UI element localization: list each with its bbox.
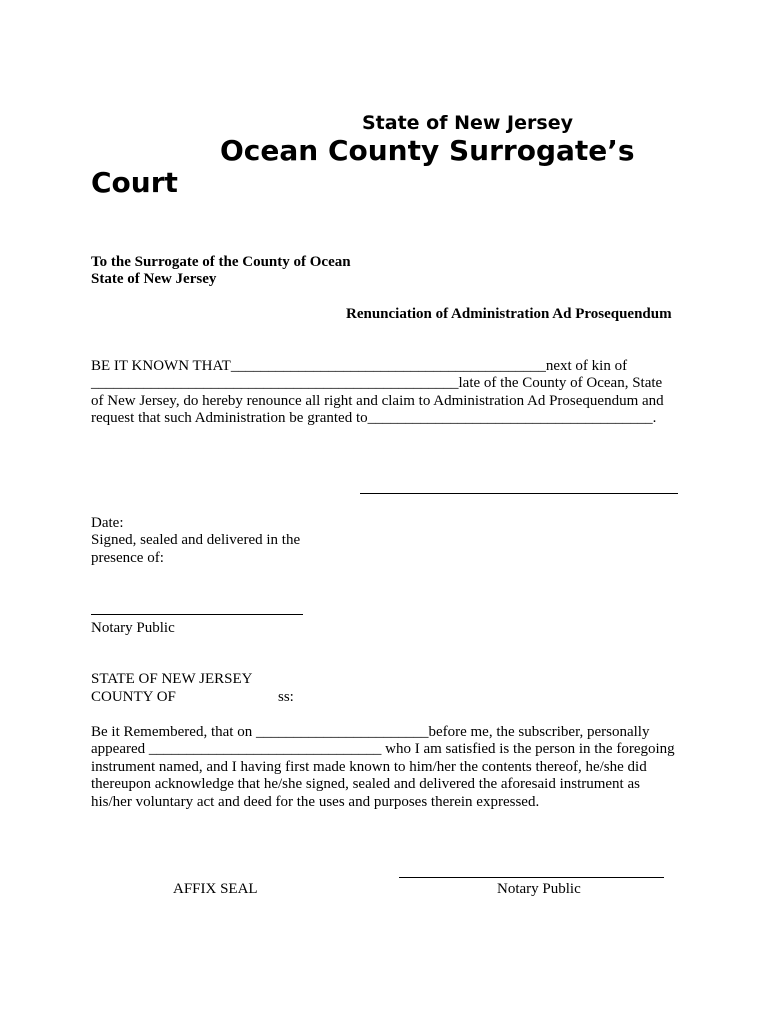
acknowledgment-line-2: appeared _______________________________ who I am satisfied is the person in the foregoing [91,741,675,757]
state-heading: State of New Jersey [362,112,573,134]
notary-signature-line [91,614,303,615]
final-notary-public-label: Notary Public [497,881,581,897]
final-notary-signature-line [399,877,664,878]
acknowledgment-line-5: his/her voluntary act and deed for the uses and purposes therein expressed. [91,794,540,810]
body-line-1: BE IT KNOWN THAT__________________________________________next of kin of [91,358,628,374]
venue-county: COUNTY OF [91,689,176,705]
court-title-line2: Court [91,166,178,199]
affix-seal-label: AFFIX SEAL [173,881,258,897]
court-title-line1: Ocean County Surrogate’s [220,134,635,167]
signed-sealed-line1: Signed, sealed and delivered in the [91,532,301,548]
notary-public-label: Notary Public [91,620,175,636]
document-title: Renunciation of Administration Ad Prosequendum [346,306,672,322]
acknowledgment-line-1: Be it Remembered, that on _______________________before me, the subscriber, personally [91,724,650,740]
acknowledgment-line-3: instrument named, and I having first made known to him/her the contents thereof, he/she did [91,759,647,775]
venue-state: STATE OF NEW JERSEY [91,671,253,687]
body-line-4: request that such Administration be granted to______________________________________. [91,410,657,426]
venue-ss: ss: [278,689,294,705]
addressee-line2: State of New Jersey [91,271,217,287]
date-label: Date: [91,515,124,531]
signed-sealed-line2: presence of: [91,550,164,566]
body-line-2: _________________________________________________late of the County of Ocean, State [91,375,663,391]
body-line-3: of New Jersey, do hereby renounce all right and claim to Administration Ad Prosequendum and [91,393,664,409]
renouncer-signature-line [360,493,678,494]
acknowledgment-line-4: thereupon acknowledge that he/she signed, sealed and delivered the aforesaid instrument as [91,776,640,792]
addressee-line1: To the Surrogate of the County of Ocean [91,254,351,270]
